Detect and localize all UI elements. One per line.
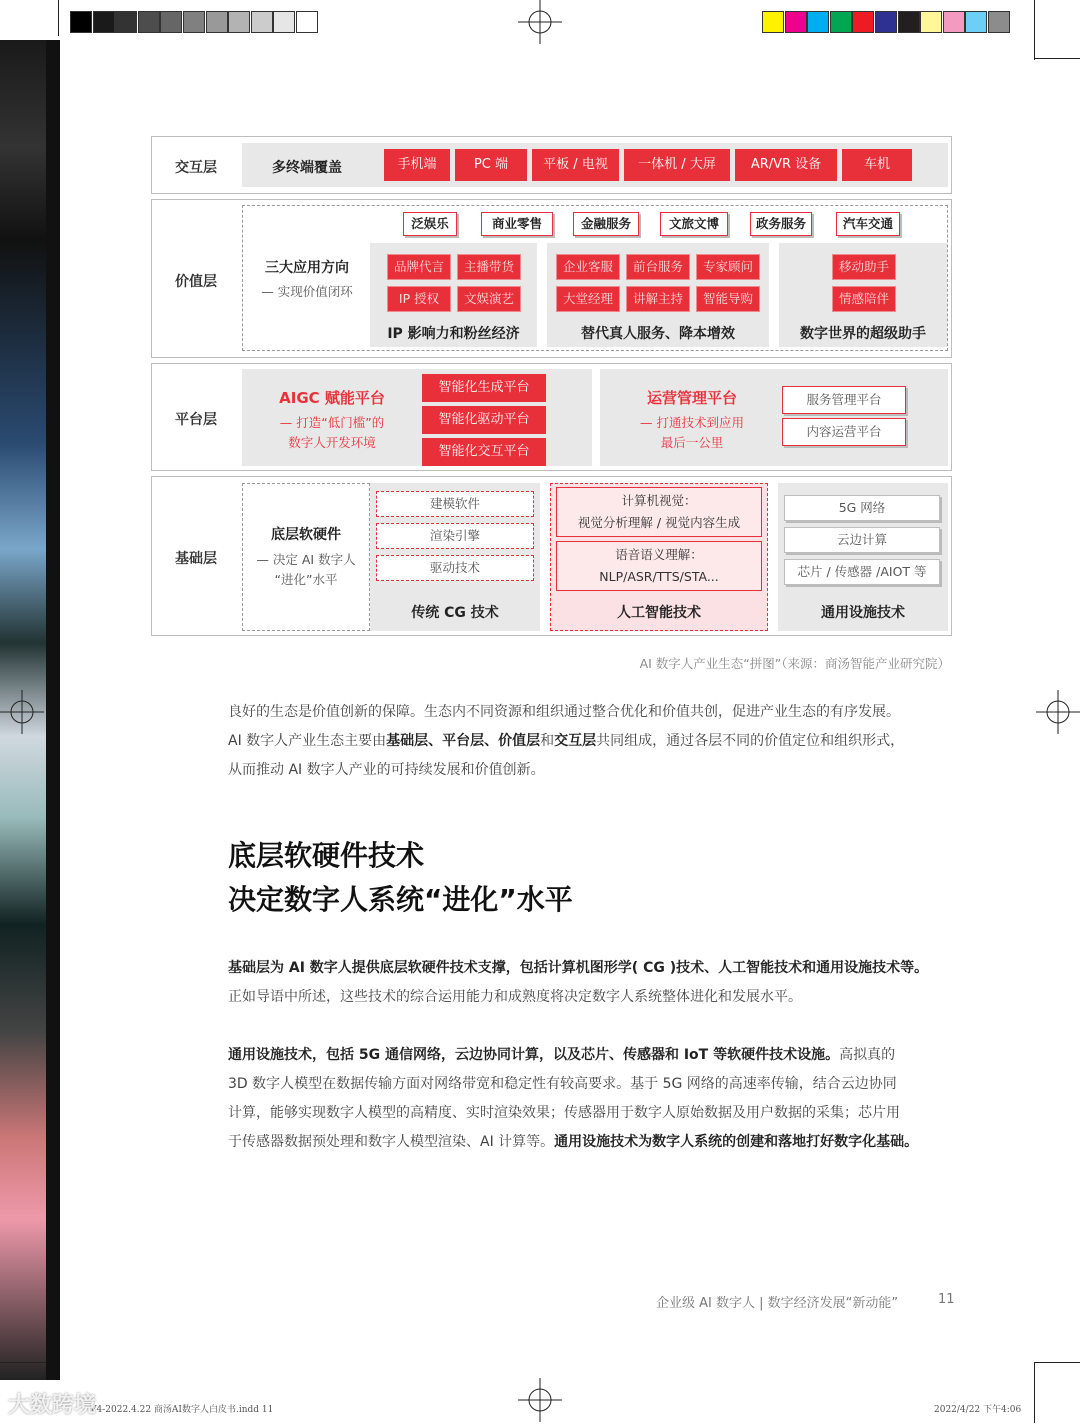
cg-item: 渲染引擎 bbox=[376, 523, 534, 549]
industry-tag: 金融服务 bbox=[573, 212, 639, 236]
infra-line-3: 计算，能够实现数字人模型的高精度、实时渲染效果；传感器用于数字人原始数据及用户数据的采集；芯片用 bbox=[228, 1105, 900, 1121]
value-item: IP 授权 bbox=[387, 286, 451, 312]
interaction-caption: 多终端覆盖 bbox=[272, 160, 342, 176]
ops-platform-title: 运营管理平台 bbox=[646, 389, 737, 407]
intro-line-1: 良好的生态是价值创新的保障。生态内不同资源和组织通过整合优化和价值共创，促进产业生态的有序发展。 bbox=[228, 704, 900, 720]
device-1: 手机端 bbox=[384, 149, 450, 181]
ops-item: 内容运营平台 bbox=[782, 418, 906, 446]
section-heading-line-1: 底层软硬件技术 bbox=[228, 839, 425, 872]
crop-mark bbox=[1034, 1362, 1080, 1363]
ai-caption: 人工智能技术 bbox=[617, 605, 701, 621]
value-item: 专家顾问 bbox=[696, 254, 760, 280]
intro-bold: 基础层、平台层、价值层 bbox=[386, 733, 541, 749]
ai-item-detail: 视觉分析理解 / 视觉内容生成 bbox=[577, 515, 741, 530]
device-2: PC 端 bbox=[455, 149, 527, 181]
industry-tag: 汽车交通 bbox=[836, 212, 900, 236]
registration-mark-right bbox=[1036, 690, 1080, 734]
layer-label: 价值层 bbox=[175, 274, 217, 290]
registration-mark-top bbox=[518, 0, 562, 44]
color-swatch bbox=[138, 11, 160, 33]
color-swatch bbox=[160, 11, 182, 33]
plain-text: 高拟真的 bbox=[839, 1047, 896, 1063]
infra-item: 云边计算 bbox=[784, 527, 940, 553]
crop-mark bbox=[58, 0, 59, 36]
ai-item bbox=[556, 541, 762, 591]
color-swatch bbox=[206, 11, 228, 33]
color-swatch bbox=[183, 11, 205, 33]
color-swatch bbox=[807, 11, 829, 33]
running-footer-title: 企业级 AI 数字人 | 数字经济发展“新动能” bbox=[656, 1296, 899, 1311]
crop-mark bbox=[1034, 58, 1080, 59]
value-item: 移动助手 bbox=[832, 254, 896, 280]
intro-text: 和 bbox=[540, 733, 555, 749]
value-item: 讲解主持 bbox=[626, 286, 690, 312]
aigc-item: 智能化交互平台 bbox=[422, 438, 546, 466]
color-swatch bbox=[965, 11, 987, 33]
device-5: AR/VR 设备 bbox=[735, 149, 837, 181]
value-item: 企业客服 bbox=[556, 254, 620, 280]
section-heading-line-2: 决定数字人系统“进化”水平 bbox=[228, 883, 573, 916]
ai-item bbox=[556, 487, 762, 537]
base-layer-paragraph bbox=[228, 954, 958, 1012]
ops-item: 服务管理平台 bbox=[782, 386, 906, 414]
aigc-platform-sub1: — 打造“低门槛”的 bbox=[279, 415, 385, 430]
registration-mark-bottom bbox=[518, 1378, 562, 1422]
industry-tag: 泛娱乐 bbox=[403, 212, 457, 236]
page-edge-shadow bbox=[46, 40, 60, 1380]
infra-line-1 bbox=[228, 1041, 958, 1070]
registration-mark-left bbox=[0, 690, 44, 734]
value-group-ip-caption: IP 影响力和粉丝经济 bbox=[387, 326, 520, 342]
cg-item: 驱动技术 bbox=[376, 555, 534, 581]
color-swatch bbox=[920, 11, 942, 33]
page-number: 11 bbox=[938, 1292, 955, 1307]
print-slug-file: V4-2022.4.22 商汤AI数字人白皮书.indd 11 bbox=[90, 1405, 274, 1415]
color-swatch bbox=[70, 11, 92, 33]
layer-label: 交互层 bbox=[175, 160, 217, 176]
color-swatch bbox=[988, 11, 1010, 33]
color-swatch bbox=[251, 11, 273, 33]
color-swatch bbox=[762, 11, 784, 33]
platform-layer bbox=[151, 363, 952, 471]
color-swatch bbox=[875, 11, 897, 33]
infra-line-2: 3D 数字人模型在数据传输方面对网络带宽和稳定性有较高要求。基于 5G 网络的高速率传输，结合云边协同 bbox=[228, 1076, 897, 1092]
base-caption: 底层软硬件 bbox=[271, 527, 341, 543]
intro-text: AI 数字人产业生态主要由 bbox=[228, 733, 387, 749]
ai-item-detail: NLP/ASR/TTS/STA... bbox=[599, 569, 719, 584]
ops-platform-sub1: — 打通技术到应用 bbox=[640, 415, 744, 430]
color-swatch bbox=[228, 11, 250, 33]
intro-line-2 bbox=[228, 727, 948, 756]
value-item: 大堂经理 bbox=[556, 286, 620, 312]
bold-text: 基础层为 AI 数字人提供底层软硬件技术支撑，包括计算机图形学( CG )技术、人工智能技术和通用设施技术等。 bbox=[228, 960, 929, 976]
base-layer-paragraph-rest: 正如导语中所述，这些技术的综合运用能力和成熟度将决定数字人系统整体进化和发展水平。 bbox=[228, 989, 802, 1005]
industry-tag: 商业零售 bbox=[481, 212, 553, 236]
color-swatch bbox=[785, 11, 807, 33]
value-group-assistant-caption: 数字世界的超级助手 bbox=[800, 326, 926, 342]
industry-tag: 文旅文博 bbox=[660, 212, 728, 236]
color-swatch bbox=[830, 11, 852, 33]
value-item: 文娱演艺 bbox=[457, 286, 521, 312]
intro-text: 共同组成，通过各层不同的价值定位和组织形式， bbox=[596, 733, 905, 749]
infra-caption: 通用设施技术 bbox=[821, 605, 905, 621]
watermark-logo: 大数跨境 bbox=[8, 1393, 97, 1418]
bold-text: 通用设施技术为数字人系统的创建和落地打好数字化基础。 bbox=[554, 1134, 919, 1150]
intro-line-3: 从而推动 AI 数字人产业的可持续发展和价值创新。 bbox=[228, 762, 545, 778]
value-caption: 三大应用方向 bbox=[265, 260, 349, 276]
device-3: 平板 / 电视 bbox=[532, 149, 619, 181]
color-swatch bbox=[93, 11, 115, 33]
crop-mark bbox=[1034, 1362, 1035, 1423]
value-group-service-caption: 替代真人服务、降本增效 bbox=[581, 326, 735, 342]
value-item: 情感陪伴 bbox=[832, 286, 896, 312]
base-layer bbox=[151, 476, 952, 636]
value-item: 品牌代言 bbox=[387, 254, 451, 280]
color-swatch bbox=[943, 11, 965, 33]
value-subcaption: — 实现价值闭环 bbox=[261, 284, 353, 299]
device-6: 车机 bbox=[842, 149, 912, 181]
value-layer bbox=[151, 199, 952, 358]
intro-bold: 交互层 bbox=[554, 733, 597, 749]
plain-text: 于传感器数据预处理和数字人模型渲染、AI 计算等。 bbox=[228, 1134, 555, 1150]
cg-caption: 传统 CG 技术 bbox=[411, 605, 499, 621]
intro-paragraph bbox=[228, 698, 948, 785]
figure-caption: AI 数字人产业生态“拼图”（来源：商汤智能产业研究院） bbox=[639, 656, 950, 671]
interaction-layer bbox=[151, 136, 952, 194]
color-swatch bbox=[852, 11, 874, 33]
bold-text: 通用设施技术，包括 5G 通信网络，云边协同计算，以及芯片、传感器和 IoT 等软硬件技术设施。 bbox=[228, 1047, 840, 1063]
industry-tag: 政务服务 bbox=[750, 212, 812, 236]
cg-item: 建模软件 bbox=[376, 491, 534, 517]
aigc-platform-title: AIGC 赋能平台 bbox=[279, 389, 385, 407]
value-item: 智能导购 bbox=[696, 286, 760, 312]
color-swatch bbox=[898, 11, 920, 33]
section-heading bbox=[228, 834, 573, 922]
value-item: 前台服务 bbox=[626, 254, 690, 280]
infra-item: 芯片 / 传感器 /AIOT 等 bbox=[784, 559, 940, 585]
ai-item-title: 语音语义理解： bbox=[615, 547, 703, 562]
ai-item-title: 计算机视觉： bbox=[621, 493, 697, 508]
layer-label: 平台层 bbox=[175, 412, 217, 428]
aigc-item: 智能化驱动平台 bbox=[422, 406, 546, 434]
print-slug-date: 2022/4/22 下午4:06 bbox=[934, 1405, 1022, 1415]
base-layer-paragraph-bold bbox=[228, 954, 958, 983]
value-item: 主播带货 bbox=[457, 254, 521, 280]
base-subcaption-2: “进化”水平 bbox=[274, 572, 338, 587]
aigc-item: 智能化生成平台 bbox=[422, 374, 546, 402]
color-swatch bbox=[273, 11, 295, 33]
crop-mark bbox=[1034, 0, 1035, 60]
infra-paragraph bbox=[228, 1041, 958, 1157]
infra-item: 5G 网络 bbox=[784, 495, 940, 521]
aigc-platform-sub2: 数字人开发环境 bbox=[288, 435, 376, 450]
ops-platform-sub2: 最后一公里 bbox=[660, 435, 724, 450]
color-swatch bbox=[115, 11, 137, 33]
layer-label: 基础层 bbox=[175, 551, 217, 567]
color-swatch bbox=[296, 11, 318, 33]
crop-mark bbox=[0, 1362, 46, 1363]
infra-line-4 bbox=[228, 1128, 958, 1157]
device-4: 一体机 / 大屏 bbox=[624, 149, 730, 181]
base-subcaption-1: — 决定 AI 数字人 bbox=[256, 552, 356, 567]
